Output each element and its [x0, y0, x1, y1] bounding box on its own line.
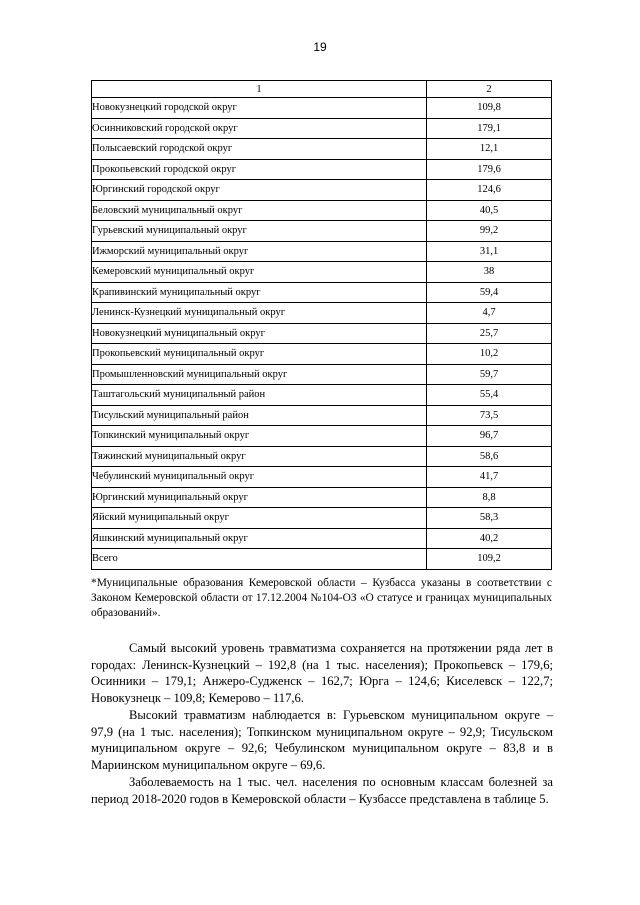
municipality-name-cell: Топкинский муниципальный округ — [92, 426, 427, 447]
injury-rate-cell: 31,1 — [427, 241, 552, 262]
municipality-name-cell: Крапивинский муниципальный округ — [92, 282, 427, 303]
table-row — [92, 221, 552, 242]
table-row — [92, 241, 552, 262]
municipality-name-cell: Тяжинский муниципальный округ — [92, 446, 427, 467]
municipality-name-cell: Яшкинский муниципальный округ — [92, 528, 427, 549]
table-row — [92, 528, 552, 549]
municipality-name-cell: Юргинский муниципальный округ — [92, 487, 427, 508]
injury-rate-cell: 38 — [427, 262, 552, 283]
injury-rate-cell: 40,2 — [427, 528, 552, 549]
table-row — [92, 508, 552, 529]
injury-rate-cell: 58,6 — [427, 446, 552, 467]
municipality-name-cell: Чебулинский муниципальный округ — [92, 467, 427, 488]
municipality-name-cell: Тисульский муниципальный район — [92, 405, 427, 426]
table-row — [92, 487, 552, 508]
municipality-name-cell: Полысаевский городской округ — [92, 139, 427, 160]
injury-rate-cell: 59,4 — [427, 282, 552, 303]
injury-rate-cell: 25,7 — [427, 323, 552, 344]
table-row — [92, 364, 552, 385]
municipality-name-cell: Ижморский муниципальный округ — [92, 241, 427, 262]
municipality-name-cell: Прокопьевский городской округ — [92, 159, 427, 180]
injury-rate-cell: 96,7 — [427, 426, 552, 447]
injury-rate-cell: 58,3 — [427, 508, 552, 529]
municipality-name-cell: Яйский муниципальный округ — [92, 508, 427, 529]
paragraph-1: Самый высокий уровень травматизма сохраняется на протяжении ряда лет в городах: Ленинск-Кузнецкий – 192,8 (на 1 тыс. населения); Прокопьевск – 179,6; Осинники – 179,1; Анжеро-Судженск – 162,7; Юрга – 124,6; Киселевск – 122,7; Новокузнецк – 109,8; Кемерово – 117,6. — [91, 641, 553, 705]
table-row — [92, 467, 552, 488]
body-text — [91, 640, 553, 808]
municipality-name-cell: Всего — [92, 549, 427, 570]
injury-rate-cell: 109,2 — [427, 549, 552, 570]
injury-rate-cell: 179,6 — [427, 159, 552, 180]
table-row — [92, 405, 552, 426]
injury-rate-table — [91, 80, 552, 570]
municipality-name-cell: Гурьевский муниципальный округ — [92, 221, 427, 242]
injury-rate-cell: 4,7 — [427, 303, 552, 324]
table-row — [92, 262, 552, 283]
table-body — [92, 98, 552, 570]
table-header-row — [92, 81, 552, 98]
municipality-name-cell: Новокузнецкий городской округ — [92, 98, 427, 119]
table-row — [92, 426, 552, 447]
injury-rate-cell: 59,7 — [427, 364, 552, 385]
injury-rate-cell: 124,6 — [427, 180, 552, 201]
injury-rate-cell: 73,5 — [427, 405, 552, 426]
column-header-2: 2 — [427, 81, 552, 98]
injury-rate-cell: 99,2 — [427, 221, 552, 242]
table-row — [92, 200, 552, 221]
municipality-name-cell: Осинниковский городской округ — [92, 118, 427, 139]
table-row — [92, 344, 552, 365]
table-row — [92, 282, 552, 303]
paragraph-3: Заболеваемость на 1 тыс. чел. населения по основным классам болезней за период 2018-2020 годов в Кемеровской области – Кузбассе представлена в таблице 5. — [91, 775, 553, 806]
page-number: 19 — [313, 40, 327, 54]
municipality-name-cell: Новокузнецкий муниципальный округ — [92, 323, 427, 344]
injury-rate-cell: 8,8 — [427, 487, 552, 508]
table-row — [92, 385, 552, 406]
table-row — [92, 446, 552, 467]
table-row — [92, 323, 552, 344]
injury-rate-cell: 55,4 — [427, 385, 552, 406]
municipality-name-cell: Прокопьевский муниципальный округ — [92, 344, 427, 365]
table-row — [92, 139, 552, 160]
table-row — [92, 549, 552, 570]
municipality-name-cell: Юргинский городской округ — [92, 180, 427, 201]
injury-rate-cell: 109,8 — [427, 98, 552, 119]
municipality-name-cell: Промышленновский муниципальный округ — [92, 364, 427, 385]
injury-rate-cell: 10,2 — [427, 344, 552, 365]
injury-rate-cell: 40,5 — [427, 200, 552, 221]
column-header-1: 1 — [92, 81, 427, 98]
table-row — [92, 118, 552, 139]
table-row — [92, 303, 552, 324]
table-row — [92, 159, 552, 180]
injury-rate-cell: 179,1 — [427, 118, 552, 139]
municipality-name-cell: Ленинск-Кузнецкий муниципальный округ — [92, 303, 427, 324]
paragraph-2: Высокий травматизм наблюдается в: Гурьевском муниципальном округе – 97,9 (на 1 тыс. населения); Топкинском муниципальном округе – 92,9; Тисульском муниципальном округе – 92,6; Чебулинском муниципальном округе – 83,8 и в Мариинском муниципальном округе – 69,6. — [91, 708, 553, 772]
table-row — [92, 98, 552, 119]
injury-rate-cell: 12,1 — [427, 139, 552, 160]
table-row — [92, 180, 552, 201]
municipality-name-cell: Кемеровский муниципальный округ — [92, 262, 427, 283]
table-footnote: *Муниципальные образования Кемеровской области – Кузбасса указаны в соответствии с Законом Кемеровской области от 17.12.2004 №104-ОЗ «О статусе и границах муниципальных образований». — [91, 577, 552, 619]
municipality-name-cell: Беловский муниципальный округ — [92, 200, 427, 221]
municipality-name-cell: Таштагольский муниципальный район — [92, 385, 427, 406]
injury-rate-cell: 41,7 — [427, 467, 552, 488]
